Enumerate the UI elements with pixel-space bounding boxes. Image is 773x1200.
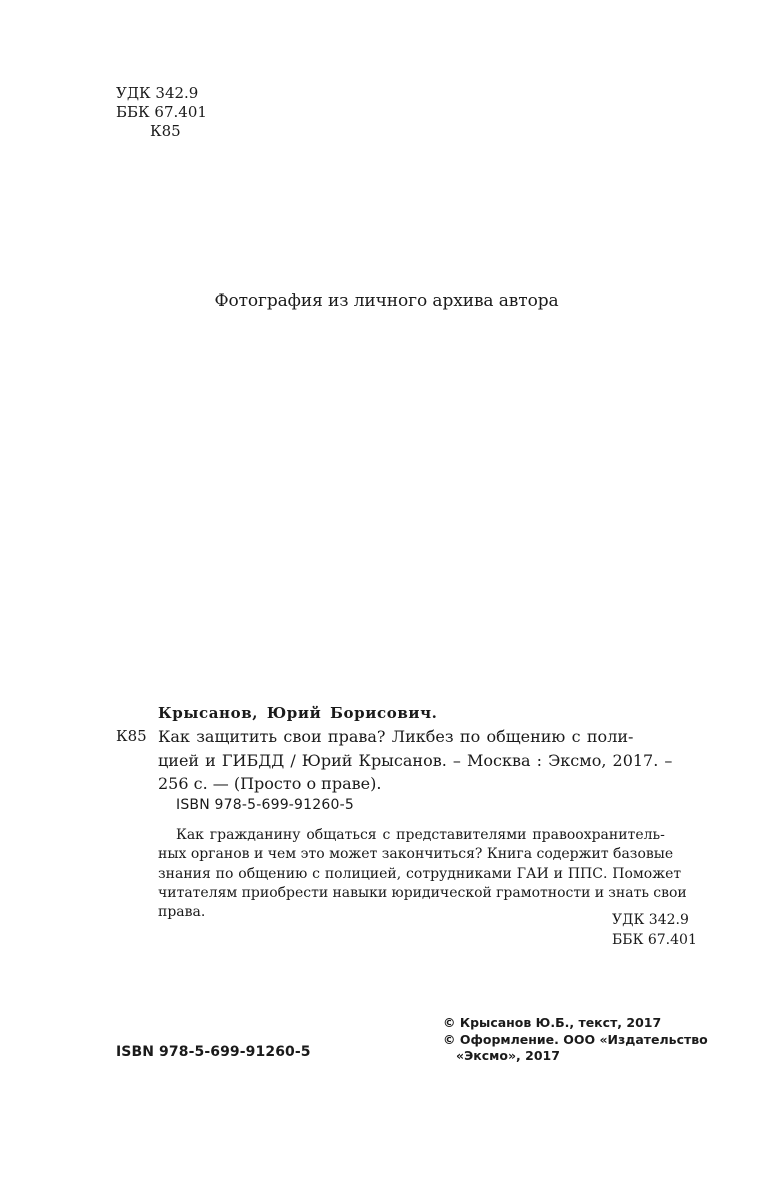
annotation-line: читателям приобрести навыки юридической грамотности и знать свои xyxy=(158,884,687,901)
udk-code: УДК 342.9 xyxy=(116,84,199,102)
description-line: 256 с. — (Просто о праве). xyxy=(158,774,382,793)
copyright-line: © Крысанов Ю.Б., текст, 2017 xyxy=(443,1015,662,1030)
entry-author: Крысанов, Юрий Борисович. xyxy=(158,704,438,722)
description-line: Как защитить свои права? Ликбез по общению с поли- xyxy=(158,727,634,746)
copyright-line: «Эксмо», 2017 xyxy=(456,1048,560,1063)
isbn-entry: ISBN 978-5-699-91260-5 xyxy=(176,797,354,813)
classification-block-top xyxy=(116,84,207,141)
photo-credit: Фотография из личного архива автора xyxy=(214,291,559,311)
copyright-line: © Оформление. ООО «Издательство xyxy=(443,1031,708,1047)
annotation xyxy=(158,826,696,922)
bbk-code: ББК 67.401 xyxy=(612,932,697,948)
bbk-code: ББК 67.401 xyxy=(116,103,207,121)
annotation-line: ных органов и чем это может закончиться? Книга содержит базовые xyxy=(158,846,674,863)
annotation-line: знания по общению с полицией, сотрудниками ГАИ и ППС. Поможет xyxy=(158,865,682,882)
entry-cutter: К85 xyxy=(116,727,147,745)
udk-code: УДК 342.9 xyxy=(612,912,689,928)
classification-block-bottom xyxy=(612,910,697,950)
annotation-line: права. xyxy=(158,904,206,921)
bibliographic-description xyxy=(158,725,695,796)
isbn-bottom: ISBN 978-5-699-91260-5 xyxy=(116,1044,311,1060)
annotation-line: Как гражданину общаться с представителями правоохранитель- xyxy=(176,827,665,843)
cutter-code: К85 xyxy=(150,122,181,140)
copyright-block xyxy=(443,1015,708,1065)
description-line: цией и ГИБДД / Юрий Крысанов. – Москва : Эксмо, 2017. – xyxy=(158,750,673,770)
